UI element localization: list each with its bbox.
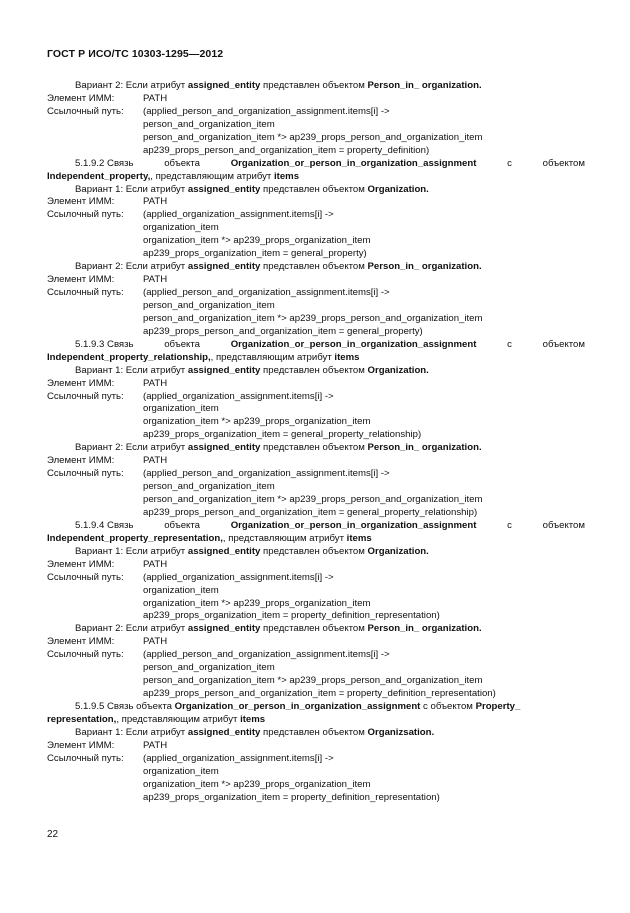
- variant-text: представлен объектом: [260, 545, 368, 557]
- section-text: объектом: [542, 519, 585, 531]
- section-heading-cont: [47, 171, 585, 184]
- variant-line: [47, 442, 585, 455]
- element-line: [47, 455, 585, 468]
- entity-name: representation,: [47, 713, 117, 725]
- path-label: Ссылочный путь:: [47, 752, 124, 764]
- element-line: [47, 559, 585, 572]
- element-value: PATH: [143, 92, 168, 104]
- attr-name: assigned_entity: [187, 623, 261, 635]
- path-label: Ссылочный путь:: [47, 390, 124, 402]
- entity-name: Organization_or_person_in_organization_assignment: [230, 519, 477, 531]
- document-body: [47, 80, 585, 805]
- variant-line: [47, 261, 585, 274]
- path-line: ap239_props_organization_item = property_definition_representation): [143, 610, 440, 622]
- variant-text: Вариант 1: Если атрибут: [75, 364, 188, 376]
- page-header: ГОСТ Р ИСО/ТС 10303-1295—2012: [47, 48, 224, 60]
- section-text: Связь: [107, 338, 134, 350]
- entity-name: Independent_property_representation,: [47, 532, 223, 544]
- element-value: PATH: [143, 274, 168, 286]
- path-line: person_and_organization_item *> ap239_props_person_and_organization_item: [143, 312, 483, 324]
- variant-text: Вариант 1: Если атрибут: [75, 183, 188, 195]
- section-heading: [47, 339, 585, 352]
- variant-text: представлен объектом: [260, 261, 368, 273]
- element-line: [47, 636, 585, 649]
- variant-line: [47, 623, 585, 636]
- path-line: ap239_props_person_and_organization_item = general_property_relationship): [143, 506, 478, 518]
- path-line: person_and_organization_item: [143, 662, 275, 674]
- variant-text: представлен объектом: [260, 183, 368, 195]
- path-label: Ссылочный путь:: [47, 287, 124, 298]
- path-label: Ссылочный путь:: [47, 468, 124, 480]
- path-text: (applied_organization_assignment.items[i] ->: [143, 209, 334, 221]
- section-heading-cont: [47, 533, 585, 546]
- section-heading-cont: [47, 352, 585, 365]
- entity-name: Organization.: [367, 364, 429, 376]
- attr-name: items: [346, 532, 372, 544]
- section-number: 5.1.9.4: [75, 519, 105, 531]
- element-label: Элемент ИММ:: [47, 455, 115, 467]
- section-text: , представляющим атрибут: [222, 532, 347, 544]
- section-text: с: [507, 157, 512, 169]
- path-line: ap239_props_organization_item = property_definition_representation): [143, 791, 440, 803]
- entity-name: Organization.: [367, 545, 429, 557]
- entity-name: Person_in_ organization.: [367, 442, 482, 454]
- path-label: Ссылочный путь:: [47, 209, 124, 221]
- path-line: [47, 287, 585, 300]
- path-line: organization_item *> ap239_props_organization_item: [143, 597, 371, 609]
- entity-name: Organization.: [367, 183, 429, 195]
- path-line: person_and_organization_item: [143, 118, 275, 130]
- entity-name: Organization_or_person_in_organization_assignment: [230, 157, 477, 169]
- attr-name: assigned_entity: [187, 442, 261, 454]
- variant-line: [47, 727, 585, 740]
- path-line: [47, 572, 585, 585]
- path-line: ap239_props_person_and_organization_item = property_definition_representation): [143, 688, 496, 700]
- section-text: объектом: [542, 157, 585, 169]
- path-line: ap239_props_organization_item = general_property): [143, 248, 367, 260]
- section-heading: [47, 158, 585, 171]
- path-line: organization_item: [143, 403, 219, 415]
- path-line: ap239_props_person_and_organization_item = general_property): [143, 325, 423, 337]
- section-text: объекта: [164, 157, 200, 169]
- path-text: (applied_person_and_organization_assignment.items[i] ->: [143, 287, 390, 298]
- path-text: (applied_person_and_organization_assignment.items[i] ->: [143, 105, 390, 117]
- path-text: (applied_organization_assignment.items[i] ->: [143, 571, 334, 583]
- element-value: PATH: [143, 558, 168, 570]
- path-line: ap239_props_person_and_organization_item = property_definition): [143, 144, 430, 156]
- path-text: (applied_person_and_organization_assignment.items[i] ->: [143, 468, 390, 480]
- path-line: organization_item *> ap239_props_organization_item: [143, 416, 371, 428]
- element-line: [47, 740, 585, 753]
- element-value: PATH: [143, 636, 168, 648]
- variant-text: Вариант 2: Если атрибут: [75, 623, 188, 635]
- variant-text: Вариант 1: Если атрибут: [75, 726, 188, 738]
- section-heading: [47, 520, 585, 533]
- variant-text: представлен объектом: [260, 726, 368, 738]
- variant-line: [47, 184, 585, 197]
- variant-line: [47, 365, 585, 378]
- element-line: [47, 378, 585, 391]
- path-line: organization_item: [143, 222, 219, 234]
- element-value: PATH: [143, 196, 168, 208]
- path-line: person_and_organization_item: [143, 481, 275, 493]
- element-value: PATH: [143, 739, 168, 751]
- entity-name: Person_in_ organization.: [367, 261, 482, 273]
- section-text: , представляющим атрибут: [210, 351, 335, 363]
- section-text: с объектом: [420, 701, 476, 712]
- section-heading-cont: [47, 714, 585, 727]
- section-text: с: [507, 519, 512, 531]
- path-line: [47, 753, 585, 766]
- element-line: [47, 274, 585, 287]
- section-number: 5.1.9.2: [75, 157, 105, 169]
- path-line: [47, 106, 585, 119]
- path-line: person_and_organization_item *> ap239_props_person_and_organization_item: [143, 675, 483, 687]
- path-line: ap239_props_organization_item = general_property_relationship): [143, 429, 422, 441]
- variant-text: представлен объектом: [260, 623, 368, 635]
- section-heading: [47, 701, 585, 714]
- path-line: organization_item: [143, 584, 219, 596]
- element-line: [47, 196, 585, 209]
- section-text: Связь: [107, 157, 134, 169]
- variant-text: Вариант 2: Если атрибут: [75, 80, 188, 91]
- path-line: organization_item *> ap239_props_organization_item: [143, 235, 371, 247]
- section-text: объекта: [164, 338, 200, 350]
- element-value: PATH: [143, 377, 168, 389]
- variant-text: Вариант 2: Если атрибут: [75, 442, 188, 454]
- attr-name: items: [334, 351, 360, 363]
- path-line: [47, 391, 585, 404]
- entity-name: Property_: [475, 701, 521, 712]
- attr-name: assigned_entity: [187, 726, 261, 738]
- path-line: [47, 468, 585, 481]
- element-label: Элемент ИММ:: [47, 274, 115, 286]
- path-line: [47, 209, 585, 222]
- path-label: Ссылочный путь:: [47, 649, 124, 661]
- attr-name: assigned_entity: [187, 545, 261, 557]
- section-text: , представляющим атрибут: [150, 170, 274, 182]
- variant-line: [47, 546, 585, 559]
- element-label: Элемент ИММ:: [47, 196, 115, 208]
- entity-name: Person_in_ organization.: [367, 80, 482, 91]
- variant-text: представлен объектом: [260, 80, 368, 91]
- element-label: Элемент ИММ:: [47, 558, 115, 570]
- attr-name: items: [240, 713, 266, 725]
- variant-text: Вариант 1: Если атрибут: [75, 545, 188, 557]
- path-line: [47, 649, 585, 662]
- section-text: объекта: [164, 519, 200, 531]
- variant-text: Вариант 2: Если атрибут: [75, 261, 188, 273]
- attr-name: items: [273, 170, 300, 182]
- section-text: , представляющим атрибут: [116, 713, 241, 725]
- attr-name: assigned_entity: [187, 364, 261, 376]
- page-number: 22: [47, 829, 59, 840]
- attr-name: assigned_entity: [187, 183, 261, 195]
- entity-name: Organization_or_person_in_organization_assignment: [230, 338, 477, 350]
- path-text: (applied_person_and_organization_assignment.items[i] ->: [143, 649, 390, 661]
- entity-name: Organization_or_person_in_organization_assignment: [174, 701, 421, 712]
- path-text: (applied_organization_assignment.items[i] ->: [143, 390, 334, 402]
- path-line: organization_item *> ap239_props_organization_item: [143, 778, 371, 790]
- section-text: Связь: [107, 519, 134, 531]
- element-label: Элемент ИММ:: [47, 377, 115, 389]
- entity-name: Independent_property_relationship,: [47, 351, 211, 363]
- variant-text: представлен объектом: [260, 442, 368, 454]
- path-label: Ссылочный путь:: [47, 105, 124, 117]
- element-label: Элемент ИММ:: [47, 739, 115, 751]
- attr-name: assigned_entity: [187, 261, 261, 273]
- variant-text: представлен объектом: [260, 364, 368, 376]
- variant-line: [47, 80, 585, 93]
- element-value: PATH: [143, 455, 168, 467]
- path-line: person_and_organization_item *> ap239_props_person_and_organization_item: [143, 494, 483, 505]
- element-label: Элемент ИММ:: [47, 636, 115, 648]
- entity-name: Person_in_ organization.: [367, 623, 482, 635]
- section-number: 5.1.9.3: [75, 338, 105, 350]
- section-text: объектом: [542, 338, 585, 350]
- section-text: с: [507, 338, 512, 350]
- path-text: (applied_organization_assignment.items[i] ->: [143, 752, 334, 764]
- element-label: Элемент ИММ:: [47, 92, 115, 104]
- path-line: person_and_organization_item *> ap239_props_person_and_organization_item: [143, 131, 483, 143]
- attr-name: assigned_entity: [187, 80, 261, 91]
- entity-name: Independent_property,: [47, 170, 151, 182]
- path-label: Ссылочный путь:: [47, 571, 124, 583]
- section-text: 5.1.9.5 Связь объекта: [75, 701, 175, 712]
- element-line: [47, 93, 585, 106]
- entity-name: Organizsation.: [367, 726, 435, 738]
- path-line: person_and_organization_item: [143, 299, 275, 311]
- path-line: organization_item: [143, 765, 219, 777]
